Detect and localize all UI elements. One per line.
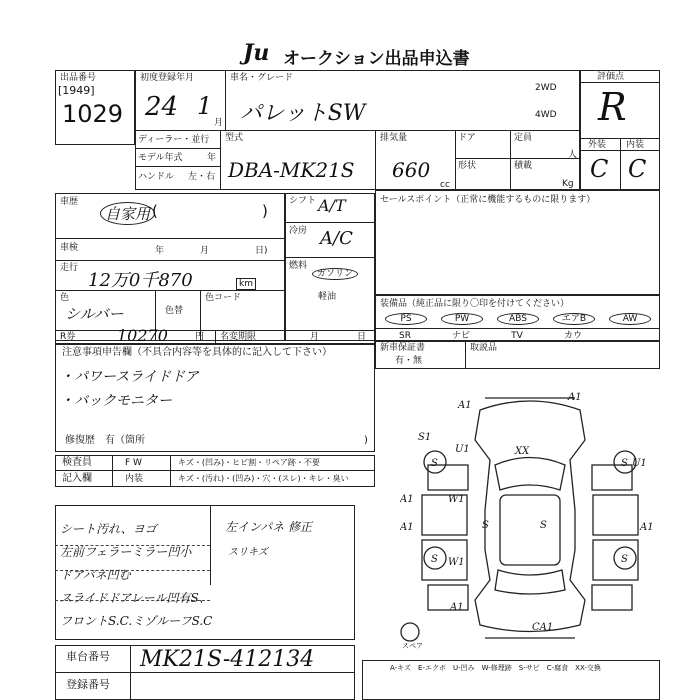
mark-a1-right: A1 [640,522,654,533]
history-paren-open: ( [152,202,158,220]
displacement-unit: cc [440,180,450,190]
model-value: DBA-MK21S [228,158,355,182]
remarks-right-2: スリキズ [228,547,268,558]
color-value: シルバー [65,305,124,323]
car-damage-diagram [400,380,660,650]
car-label: 車名・グレード [230,73,294,83]
chassis-value: MK21S-412134 [140,647,315,672]
mark-s-hub-2: S [621,458,628,469]
int-label: 内装 [626,140,645,150]
model-year-label: モデル年式 [138,153,183,163]
auction-logo: Ju [243,40,270,66]
mark-s-right: S [540,520,547,531]
drive-2wd: 2WD [535,83,557,93]
mark-s-hub-1: S [431,458,438,469]
shaken-year: 年 [155,246,165,256]
inspection-r1-type: F W [125,458,142,468]
mark-w1b: W1 [448,557,465,568]
repair-history-close: ) [364,435,368,446]
mark-a1-bl: A1 [450,602,464,613]
equipment-item: PW [441,313,483,325]
shift-label: シフト [289,196,317,206]
grade-value: R [598,85,627,129]
listing-label: 出品番号 [60,73,97,83]
repair-history-label: 修復歴 有（箇所 [65,435,145,446]
color-change-label: 色替 [165,306,184,316]
registration-month: 1 [197,92,213,120]
notes-line-2: ・バックモニター [60,393,172,409]
remarks-line: スライドドアレール凹有S、 [60,591,211,605]
recycle-value: 10270 [117,326,168,345]
car-name: パレットSW [240,101,366,126]
remarks-right-1: 左インパネ 修正 [225,520,312,534]
entry-label: 記入欄 [62,473,92,484]
mark-w1a: W1 [448,494,465,505]
registration-label: 初度登録年月 [140,73,195,83]
ext-grade: C [590,155,609,183]
mark-ca1: CA1 [532,622,554,633]
form-title: オークション出品申込書 [283,49,470,69]
fuel-label: 燃料 [289,261,308,271]
mark-u1: U1 [455,444,470,455]
drive-4wd: 4WD [535,110,557,120]
reg-no-label: 登録番号 [66,678,110,691]
equipment-item: SR [399,331,411,341]
shaken-day: 日) [255,246,268,256]
mileage-value: 12万0千870 [88,270,193,291]
model-label: 型式 [225,133,244,143]
sales-point-title: セールスポイント（正常に機能するものに限ります） [380,195,596,205]
mark-top-a1: A1 [458,400,472,411]
equipment-item: ナビ [451,331,470,341]
inspection-r2-type: 内装 [125,474,144,484]
shaken-label: 車検 [60,243,79,253]
history-value: 自家用 [100,202,155,225]
transfer-label: 名変期限 [220,332,257,342]
equipment-item: カウ [563,331,582,341]
recycle-unit: 円 [195,332,205,342]
grade-label: 評価点 [597,72,625,82]
transfer-month: 月 [310,332,320,342]
handle-label: ハンドル [138,172,175,182]
mark-a1-left-2: A1 [400,522,414,533]
fuel-gasoline: ガソリン [312,268,358,280]
equipment-item: PS [385,313,427,325]
transfer-day: 日 [357,332,367,342]
capacity-label: 定員 [514,133,533,143]
inspection-r1-items: キズ・(凹み)・ヒビ割・リペア跡・不要 [178,458,320,467]
equipment-item: ABS [497,313,539,325]
mileage-unit: km [236,278,256,290]
mark-s-hub-3: S [431,554,438,565]
mark-a1-left: A1 [400,494,414,505]
mark-u1-right: U1 [632,458,647,469]
history-paren-close: ) [262,202,268,220]
model-year-unit: 年 [207,153,217,163]
legend-text: A-キズ E-エクボ U-凹み W-修理跡 S-サビ C-腐食 XX-交換 [390,664,601,672]
shift-value: A/T [318,196,346,215]
capacity-unit: 人 [568,150,578,160]
load-unit: Kg [562,179,574,189]
mark-top-a1-2: A1 [568,392,582,403]
recycle-label: R券 [60,332,76,342]
chassis-label: 車台番号 [66,650,110,663]
ac-label: 冷房 [289,226,308,236]
warranty-options: 有・無 [395,356,423,366]
inspector-label: 検査員 [62,457,92,468]
ext-label: 外装 [588,140,607,150]
mark-s-left: S [482,520,489,531]
mark-xx: XX [515,446,530,457]
mark-s-hub-4: S [621,554,628,565]
registration-year: 24 [145,92,179,122]
sales-point-box [375,190,660,295]
shape-label: 形状 [458,161,477,171]
ac-value: A/C [320,228,353,249]
int-grade: C [628,155,647,183]
mileage-label: 走行 [60,263,79,273]
remarks-line: ドアパネ凹む [60,568,131,582]
spare-label: スペア [402,642,423,650]
notes-title: 注意事項申告欄（不具合内容等を具体的に記入して下さい） [62,347,332,358]
load-label: 積載 [514,161,533,171]
equipment-item: TV [511,331,523,341]
manual-label: 取説品 [470,343,498,353]
listing-number: 1029 [62,100,124,128]
remarks-line: シート汚れ、ヨゴ [60,522,157,536]
displacement-label: 排気量 [380,133,408,143]
dealer-row: ディーラー・並行 [138,135,210,145]
remarks-line: 左前フェラーミラー凹小 [60,545,192,559]
shaken-month: 月 [200,246,210,256]
equipment-title: 装備品（純正品に限り〇印を付けてください） [380,299,570,309]
notes-line-1: ・パワースライドドア [60,369,199,385]
warranty-label: 新車保証書 [380,343,426,353]
equipment-item: エアB [553,313,595,325]
handle-options: 左・右 [188,172,216,182]
color-code-label: 色コード [205,293,242,303]
mark-s1: S1 [418,432,432,443]
equipment-item: AW [609,313,651,325]
displacement-value: 660 [392,158,431,182]
color-label: 色 [60,293,70,303]
inspection-r2-items: キズ・(汚れ)・(凹み)・穴・(スレ)・キレ・臭い [178,474,349,483]
listing-sub-number: [1949] [58,84,95,97]
fuel-diesel: 軽油 [318,292,337,302]
history-label: 車歴 [60,197,79,207]
registration-month-unit: 月 [214,118,224,128]
doors-label: ドア [458,133,476,143]
remarks-line: フロントS.C.ミゾルーフS.C [60,614,213,628]
